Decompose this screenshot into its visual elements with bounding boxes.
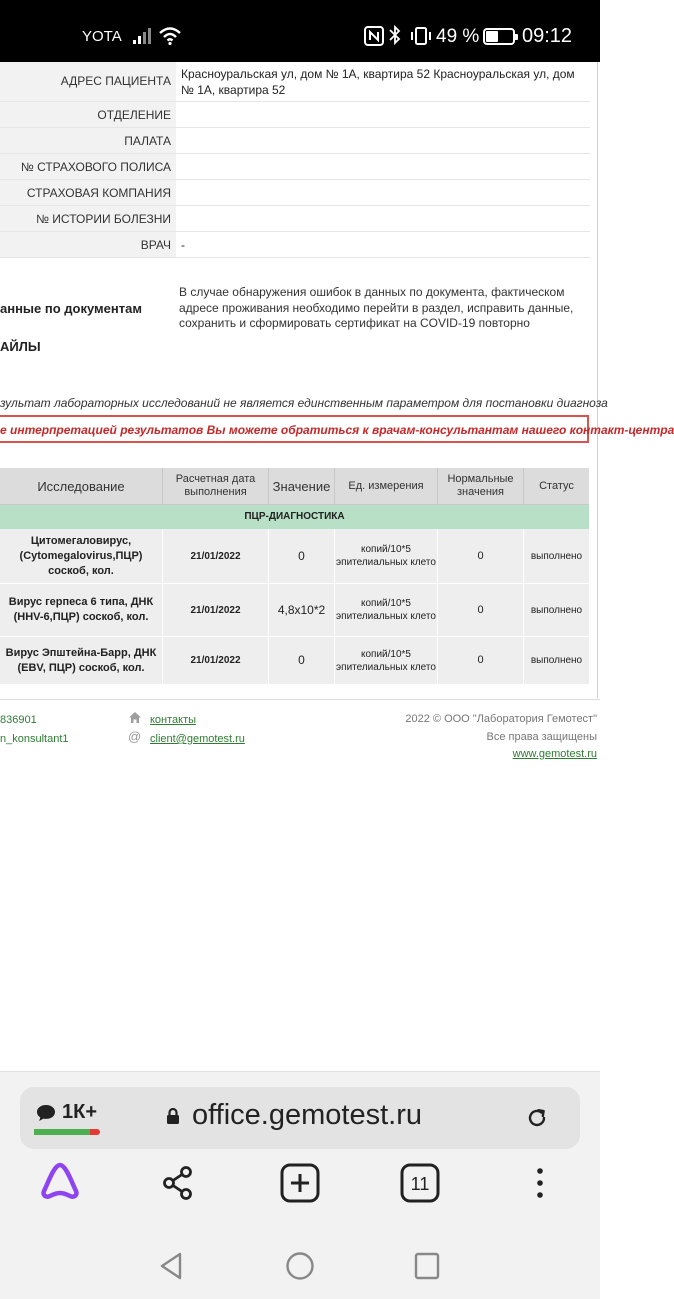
header-status: Статус — [539, 479, 574, 492]
clock: 09:12 — [522, 25, 573, 47]
nfc-icon — [364, 26, 384, 51]
email-link[interactable]: client@gemotest.ru — [150, 733, 245, 745]
info-value — [176, 102, 590, 127]
info-label: № ИСТОРИИ БОЛЕЗНИ — [0, 206, 176, 231]
info-value: - — [181, 238, 185, 252]
cell-unit: копий/10*5 эпителиальных клето — [335, 584, 438, 636]
tab-progress-bar — [34, 1129, 100, 1135]
cell-value: 4,8x10*2 — [269, 584, 335, 636]
at-icon: @ — [128, 729, 142, 744]
documents-label: анные по документам — [0, 301, 142, 316]
cell-study: Цитомегаловирус, (Cytomegalovirus,ПЦР) соскоб, кол. — [0, 529, 163, 583]
cell-unit: копий/10*5 эпителиальных клето — [335, 637, 438, 684]
info-row-department — [0, 102, 590, 128]
web-page — [0, 62, 674, 1070]
info-value — [176, 180, 590, 205]
cell-status: выполнено — [530, 550, 583, 562]
cell-study: Вирус Эпштейна-Барр, ДНК (EBV, ПЦР) соскоб, кол. — [0, 637, 163, 684]
cell-value: 0 — [269, 529, 335, 583]
cell-date: 21/01/2022 — [163, 529, 269, 583]
cell-unit: копий/10*5 эпителиальных клето — [335, 529, 438, 583]
info-label: АДРЕС ПАЦИЕНТА — [0, 62, 176, 101]
cell-value: 0 — [269, 637, 335, 684]
new-tab-icon[interactable] — [280, 1163, 320, 1208]
info-label: № СТРАХОВОГО ПОЛИСА — [0, 154, 176, 179]
contacts-link[interactable]: контакты — [150, 714, 197, 726]
cell-normal: 0 — [438, 584, 524, 636]
cell-study: Вирус герпеса 6 типа, ДНК (HHV-6,ПЦР) соскоб, кол. — [0, 584, 163, 636]
info-value — [176, 128, 590, 153]
address-bar[interactable] — [20, 1087, 580, 1149]
bluetooth-icon — [388, 25, 402, 50]
info-label: ВРАЧ — [0, 232, 176, 257]
tabs-icon[interactable] — [400, 1163, 440, 1208]
back-icon[interactable] — [158, 1251, 184, 1286]
info-value: Красноуральская ул, дом № 1А, квартира 52 Красноуральская ул, дом № 1А, квартира 52 — [181, 67, 575, 97]
results-group-header: ПЦР-ДИАГНОСТИКА — [0, 505, 589, 529]
reload-icon[interactable] — [525, 1106, 549, 1135]
site-link[interactable]: www.gemotest.ru — [512, 748, 597, 760]
table-row — [0, 529, 589, 584]
vibrate-icon — [409, 26, 433, 51]
info-label: ОТДЕЛЕНИЕ — [0, 102, 176, 127]
table-row — [0, 584, 589, 637]
footer-divider — [0, 699, 600, 700]
cell-status: выполнено — [530, 604, 583, 616]
header-value: Значение — [269, 468, 335, 504]
results-table — [0, 468, 589, 685]
wifi-icon — [158, 26, 182, 51]
footer-phone[interactable]: 836901 — [0, 714, 37, 726]
url-domain[interactable]: office.gemotest.ru — [192, 1099, 422, 1131]
battery-percent: 49 % — [436, 26, 480, 47]
home-button-icon[interactable] — [285, 1251, 315, 1286]
status-bar — [0, 0, 600, 62]
files-label: АЙЛЫ — [0, 339, 41, 354]
results-header — [0, 468, 589, 505]
browser-bottom-bar — [0, 1071, 600, 1229]
browser-nav-row — [0, 1159, 600, 1219]
footer-consultant-link[interactable]: n_konsultant1 — [0, 733, 69, 745]
cell-date: 21/01/2022 — [163, 584, 269, 636]
patient-info-table — [0, 62, 590, 258]
consult-alert-text: е интерпретацией результатов Вы можете обратиться к врачам-консультантам нашего контакт-центра — [0, 423, 674, 437]
chat-bubble-icon — [36, 1104, 56, 1122]
info-row-address — [0, 62, 590, 102]
info-row-history — [0, 206, 590, 232]
lock-icon — [166, 1107, 180, 1130]
tab-counter[interactable] — [36, 1101, 97, 1124]
header-unit: Ед. измерения — [335, 468, 438, 504]
info-label: ПАЛАТА — [0, 128, 176, 153]
battery-icon — [483, 28, 515, 45]
cell-status: выполнено — [530, 655, 583, 666]
documents-text: В случае обнаружения ошибок в данных по документа, фактическом адресе проживания необходимо перейти в раздел, исправить данные, сохранить и сформировать сертификат на COVID-19 повторно — [179, 285, 574, 330]
cell-normal: 0 — [438, 637, 524, 684]
recents-icon[interactable] — [413, 1251, 441, 1286]
tab-count-label: 1К+ — [62, 1101, 98, 1123]
info-value — [176, 154, 590, 179]
info-row-policy — [0, 154, 590, 180]
more-menu-icon[interactable] — [528, 1165, 552, 1206]
info-value — [176, 206, 590, 231]
header-study: Исследование — [0, 468, 163, 504]
cell-normal: 0 — [438, 529, 524, 583]
header-date: Расчетная дата выполнения — [163, 468, 269, 504]
info-label: СТРАХОВАЯ КОМПАНИЯ — [0, 180, 176, 205]
content-border — [597, 62, 598, 698]
cell-date: 21/01/2022 — [163, 637, 269, 684]
consult-alert-box — [0, 415, 674, 443]
carrier-name: YOTA — [82, 28, 122, 45]
info-row-ward — [0, 128, 590, 154]
table-row — [0, 637, 589, 685]
tabs-open-count: 11 — [410, 1174, 430, 1194]
info-row-insurer — [0, 180, 590, 206]
share-icon[interactable] — [160, 1165, 196, 1206]
header-normal: Нормальные значения — [438, 468, 524, 504]
disclaimer-note: зультат лабораторных исследований не является единственным параметром для постановки диагноза — [0, 396, 608, 410]
info-row-doctor — [0, 232, 590, 258]
signal-icon — [133, 26, 155, 49]
home-icon — [128, 711, 142, 729]
tab-progress-fill — [34, 1129, 90, 1135]
footer-copyright: 2022 © ООО "Лаборатория Гемотест" — [405, 713, 597, 725]
alice-icon[interactable] — [38, 1159, 82, 1208]
android-nav-bar — [0, 1229, 600, 1299]
footer-rights: Все права защищены — [486, 731, 597, 743]
